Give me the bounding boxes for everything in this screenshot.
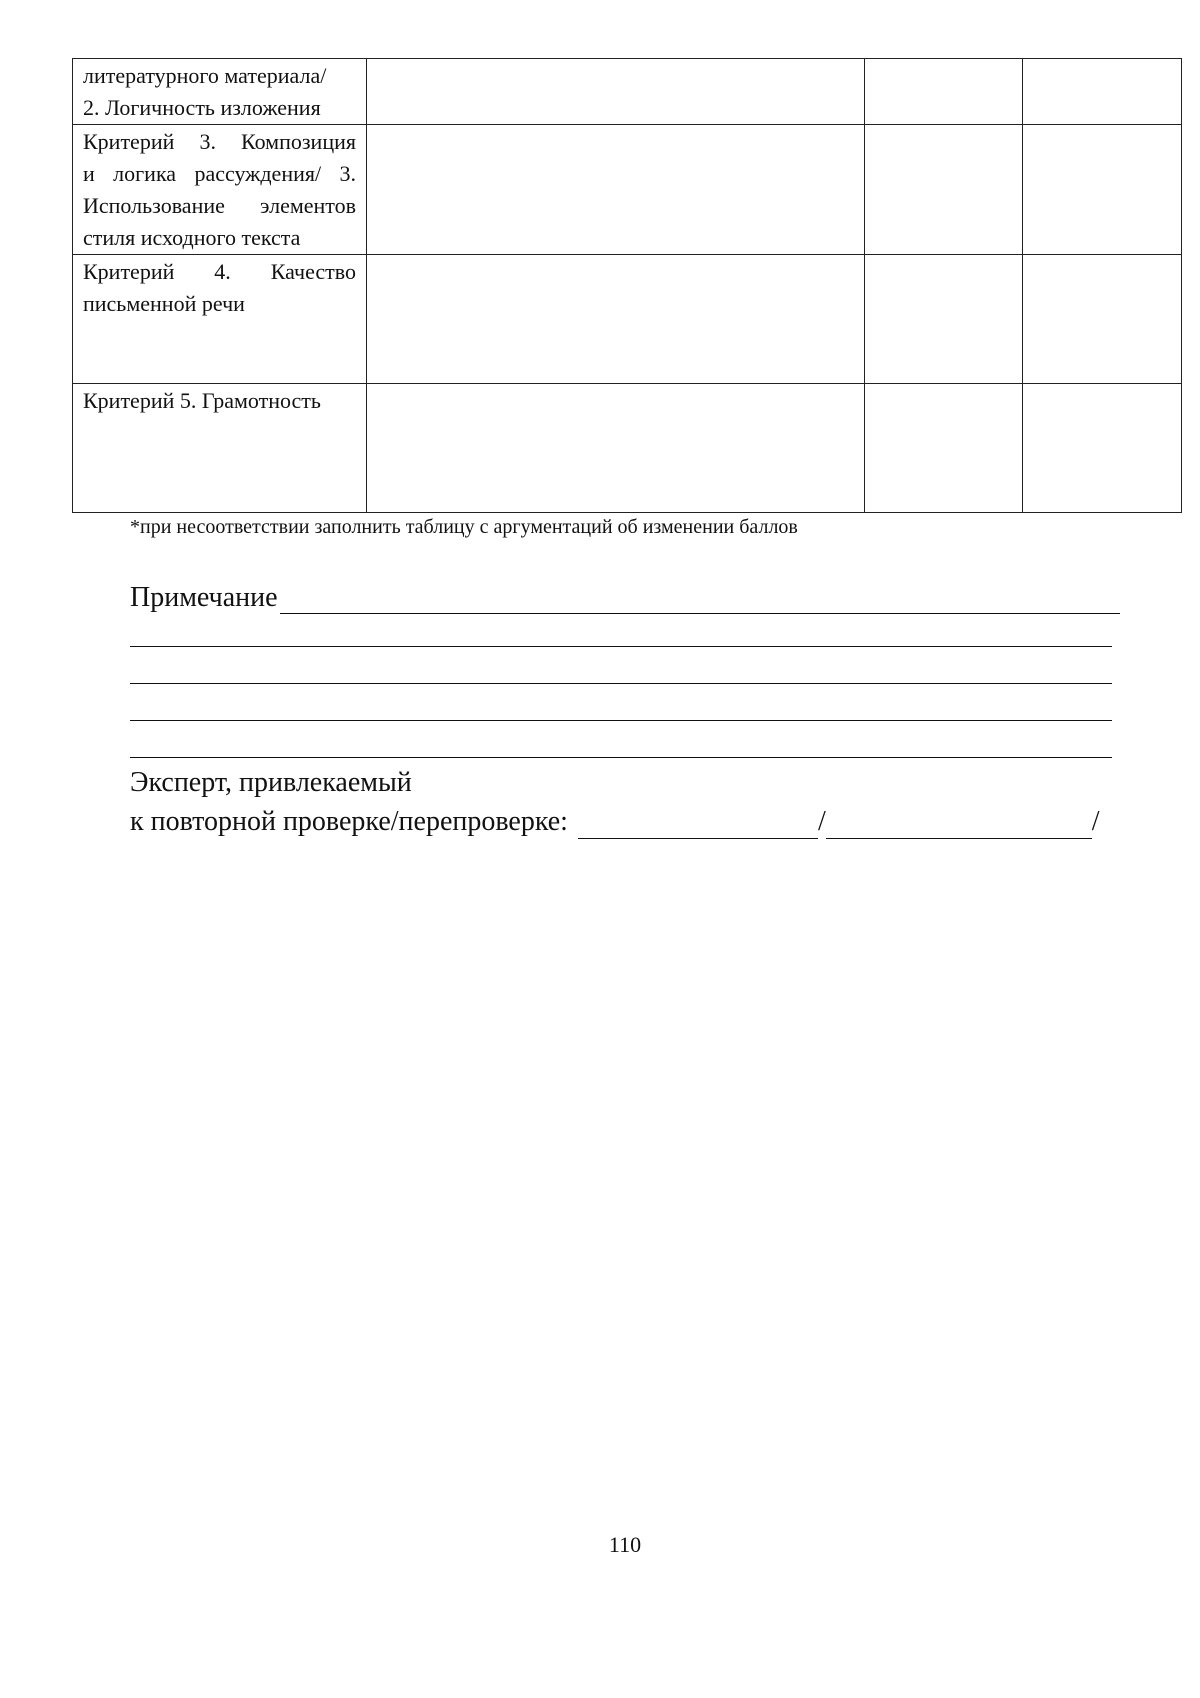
criterion-line: Использование элементов xyxy=(83,193,356,218)
criterion-line: стиля исходного текста xyxy=(83,225,301,250)
note-input-line[interactable] xyxy=(130,646,1112,647)
table-row xyxy=(73,125,1182,255)
criterion-line: Критерий 3. Композиция xyxy=(83,129,356,154)
score-cell[interactable] xyxy=(1023,255,1182,384)
score-cell[interactable] xyxy=(865,384,1023,513)
comment-cell[interactable] xyxy=(367,125,865,255)
note-input-line[interactable] xyxy=(130,757,1112,758)
note-input-line[interactable] xyxy=(130,683,1112,684)
score-cell[interactable] xyxy=(1023,125,1182,255)
criterion-line: Критерий 5. Грамотность xyxy=(83,388,321,413)
signature-separator: / xyxy=(1091,806,1100,837)
criterion-cell xyxy=(73,255,367,384)
criterion-cell xyxy=(73,384,367,513)
footnote: *при несоответствии заполнить таблицу с аргументаций об изменении баллов xyxy=(130,516,798,538)
criterion-line: литературного материала/ xyxy=(83,63,327,88)
criterion-cell xyxy=(73,59,367,125)
expert-label-cont: к повторной проверке/перепроверке: xyxy=(130,806,568,837)
criterion-cell xyxy=(73,125,367,255)
table-row xyxy=(73,384,1182,513)
comment-cell[interactable] xyxy=(367,59,865,125)
note-row xyxy=(130,578,1120,614)
page-number: 110 xyxy=(608,1532,642,1557)
score-cell[interactable] xyxy=(865,255,1023,384)
expert-signature-row xyxy=(130,803,1100,839)
score-cell[interactable] xyxy=(1023,59,1182,125)
criterion-line: Критерий 4. Качество xyxy=(83,259,356,284)
table-row xyxy=(73,59,1182,125)
score-cell[interactable] xyxy=(865,59,1023,125)
criterion-line: письменной речи xyxy=(83,291,245,316)
criteria-table xyxy=(72,58,1182,513)
note-input-line[interactable] xyxy=(280,582,1120,614)
signature-separator: / xyxy=(817,806,826,837)
score-cell[interactable] xyxy=(865,125,1023,255)
table-row xyxy=(73,255,1182,384)
comment-cell[interactable] xyxy=(367,255,865,384)
criterion-line: и логика рассуждения/ 3. xyxy=(83,161,356,186)
expert-name-field[interactable] xyxy=(826,808,1092,839)
expert-label: Эксперт, привлекаемый xyxy=(130,767,412,798)
note-input-line[interactable] xyxy=(130,720,1112,721)
criterion-line: 2. Логичность изложения xyxy=(83,95,321,120)
note-label: Примечание xyxy=(130,582,278,613)
comment-cell[interactable] xyxy=(367,384,865,513)
expert-signature-field[interactable] xyxy=(578,808,818,839)
score-cell[interactable] xyxy=(1023,384,1182,513)
